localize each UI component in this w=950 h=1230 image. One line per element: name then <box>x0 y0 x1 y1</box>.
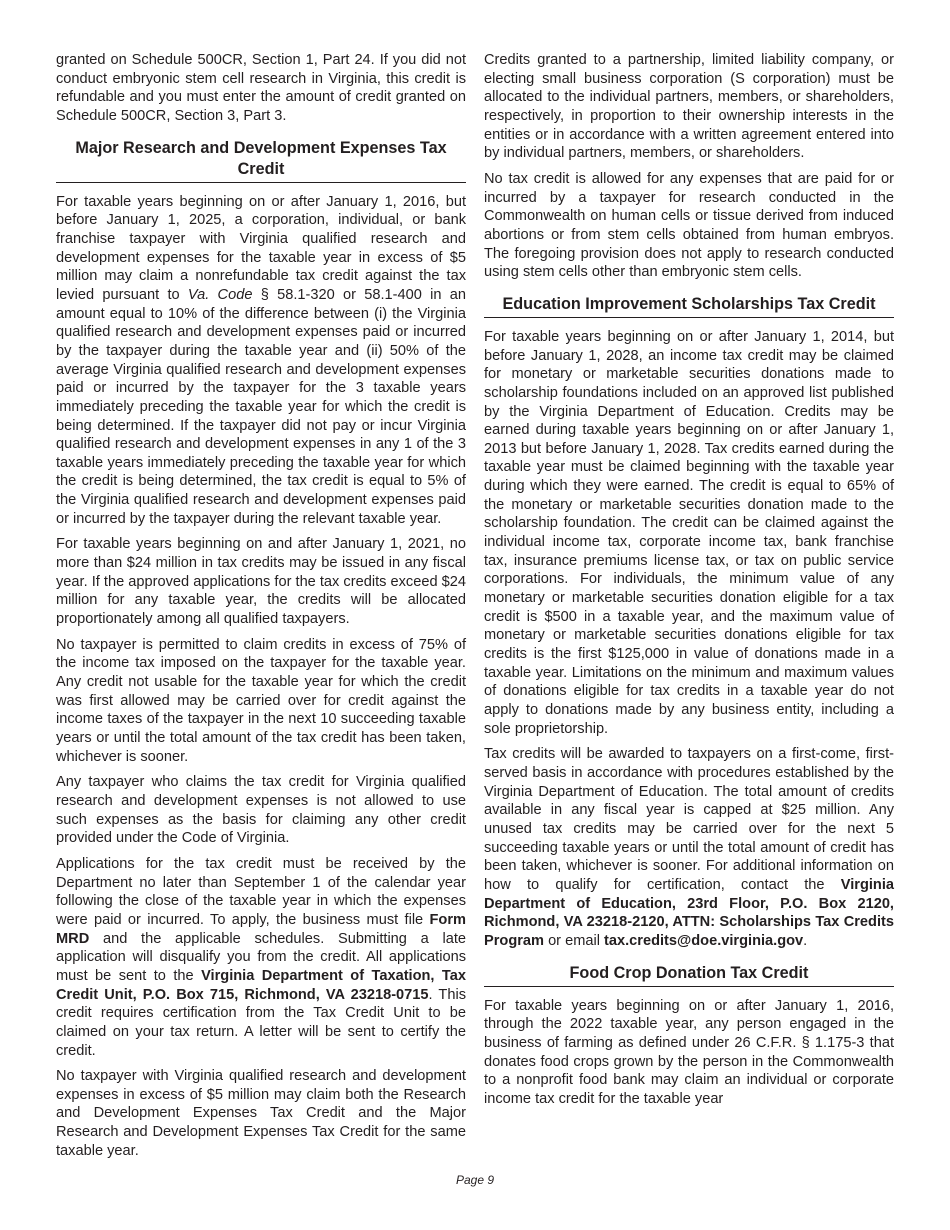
right-column <box>484 51 894 1115</box>
paragraph: Credits granted to a partnership, limited liability company, or electing small business corporation (S corporation) must be allocated to the individual partners, members, or shareholders, respectively, in proportion to their ownership interests in the entities or in accordance with a written agreement entered into by individual partners, members, or shareholders. <box>484 52 894 162</box>
paragraph: No tax credit is allowed for any expenses that are paid for or incurred by a taxpayer for research conducted in the Commonwealth on human cells or tissue derived from induced abortions or from stem cells obtained from human embryos. The foregoing provision does not apply to research conducted using stem cells other than embryonic stem cells. <box>484 170 894 281</box>
text-run: or email <box>544 932 605 949</box>
paragraph <box>56 855 466 1060</box>
contact-email: tax.credits@doe.virginia.gov <box>604 932 804 949</box>
section-heading-major-rd: Major Research and Development Expenses Tax Credit <box>56 138 466 183</box>
paragraph: For taxable years beginning on and after January 1, 2021, no more than $24 million in tax credits may be issued in any fiscal year. If the approved applications for the tax credits exceed $24 million for any taxable year, the credits will be allocated proportionately among all qualified taxpayers. <box>56 536 466 628</box>
text-run: . This credit requires certification from the Tax Credit Unit to be claimed on your tax return. A letter will be sent to certify the credit. <box>56 986 466 1059</box>
paragraph <box>56 193 466 529</box>
contact-address: Virginia Department of Education, 23rd Floor, P.O. Box 2120, Richmond, VA 23218-2120, ATTN: Scholarships Tax Credits Program <box>484 876 894 949</box>
text-run: Applications for the tax credit must be received by the Department no later than September 1 of the calendar year following the close of the taxable year in which the expenses were paid or incurred. To apply, the business must file <box>56 855 466 928</box>
mailing-address: Virginia Department of Taxation, Tax Credit Unit, P.O. Box 715, Richmond, VA 23218-0715 <box>56 967 466 1003</box>
section-heading-education-scholarships: Education Improvement Scholarships Tax Credit <box>484 294 894 318</box>
text-run: Tax credits will be awarded to taxpayers on a first-come, first-served basis in accordance with procedures established by the Virginia Department of Education. The total amount of credits available in any fiscal year is capped at $25 million. Any unused tax credits may be carried over for the next 5 succeeding taxable years or until the total amount of credit has been taken, whichever is sooner. For additional information on how to qualify for certification, contact the <box>484 746 894 893</box>
paragraph: For taxable years beginning on or after January 1, 2016, through the 2022 taxable year, any person engaged in the business of farming as defined under 26 C.F.R. § 1.175-3 that donates food crops grown by the person in the Commonwealth to a nonprofit food bank may claim an individual or corporate income tax credit for the taxable year <box>484 997 894 1107</box>
intro-paragraph: granted on Schedule 500CR, Section 1, Part 24. If you did not conduct embryonic stem cell research in Virginia, this credit is refundable and you must enter the amount of credit granted on Schedule 500CR, Section 3, Part 3. <box>56 52 466 124</box>
paragraph: No taxpayer is permitted to claim credits in excess of 75% of the income tax imposed on the taxpayer for the taxable year. Any credit not usable for the taxable year for which the credit was first allowed may be carried over for credit against the income taxes of the taxpayer in the next 10 succeeding taxable years or until the total amount of the tax credit has been taken, whichever is sooner. <box>56 636 466 765</box>
text-run: and the applicable schedules. Submitting a late application will disqualify you from the credit. All applications must be sent to the <box>56 930 466 984</box>
text-run: § 58.1-320 or 58.1-400 in an amount equal to 10% of the difference between (i) the Virginia qualified research and development expenses paid or incurred by the taxpayer during the taxable year and (ii) 50% of the average Virginia qualified research and development expenses paid or incurred by the taxpayer for the 3 taxable years immediately preceding the taxable year for which the credit is being determined. If the taxpayer did not pay or incur Virginia qualified research and development expenses in any 1 of the 3 taxable years immediately preceding the taxable year for which the credit is being determined, the tax credit is equal to 5% of the Virginia qualified research and development expenses paid or incurred by the taxpayer during the relevant taxable year. <box>56 286 466 527</box>
paragraph: Any taxpayer who claims the tax credit for Virginia qualified research and development expenses is not allowed to use such expenses as the basis for claiming any other credit provided under the Code of Virginia. <box>56 774 466 847</box>
section-heading-food-crop: Food Crop Donation Tax Credit <box>484 963 894 987</box>
text-run: For taxable years beginning on or after January 1, 2016, but before January 1, 2025, a corporation, individual, or bank franchise taxpayer with Virginia qualified research and development expenses for the taxable year in excess of $5 million may claim a nonrefundable tax credit against the tax levied pursuant to <box>56 193 466 303</box>
text-run: . <box>803 932 808 949</box>
paragraph: For taxable years beginning on or after January 1, 2014, but before January 1, 2028, an income tax credit may be claimed for monetary or marketable securities donations made to scholarship foundations included on an approved list published by the Virginia Department of Education. Credits may be earned during taxable years beginning on or after January 1, 2013 but before January 1, 2028. Tax credits earned during the taxable year must be claimed beginning with the taxable year during which they were earned. The credit is equal to 65% of the monetary or marketable securities donation made to the scholarship foundation. The credit can be claimed against the individual income tax, corporate income tax, bank franchise tax, insurance premiums license tax, or tax on public service corporations. For individuals, the minimum value of any monetary or marketable securities donation eligible for a tax credit is $500 in a taxable year, and the maximum value of monetary or marketable securities donations eligible for tax credits is the first $125,000 in value of donations made in a taxable year. Limitations on the minimum and maximum values of donations eligible for tax credits in a taxable year do not apply to donations made by any business entity, including a sole proprietorship. <box>484 328 894 737</box>
form-name: Form MRD <box>56 911 466 947</box>
paragraph: No taxpayer with Virginia qualified research and development expenses in excess of $5 million may claim both the Research and Development Expenses Tax Credit and the Major Research and Development Expenses Tax Credit for the same taxable year. <box>56 1068 466 1159</box>
code-citation: Va. Code <box>187 286 253 303</box>
paragraph <box>484 745 894 950</box>
page-number: Page 9 <box>455 1173 495 1187</box>
left-column <box>56 51 466 1167</box>
